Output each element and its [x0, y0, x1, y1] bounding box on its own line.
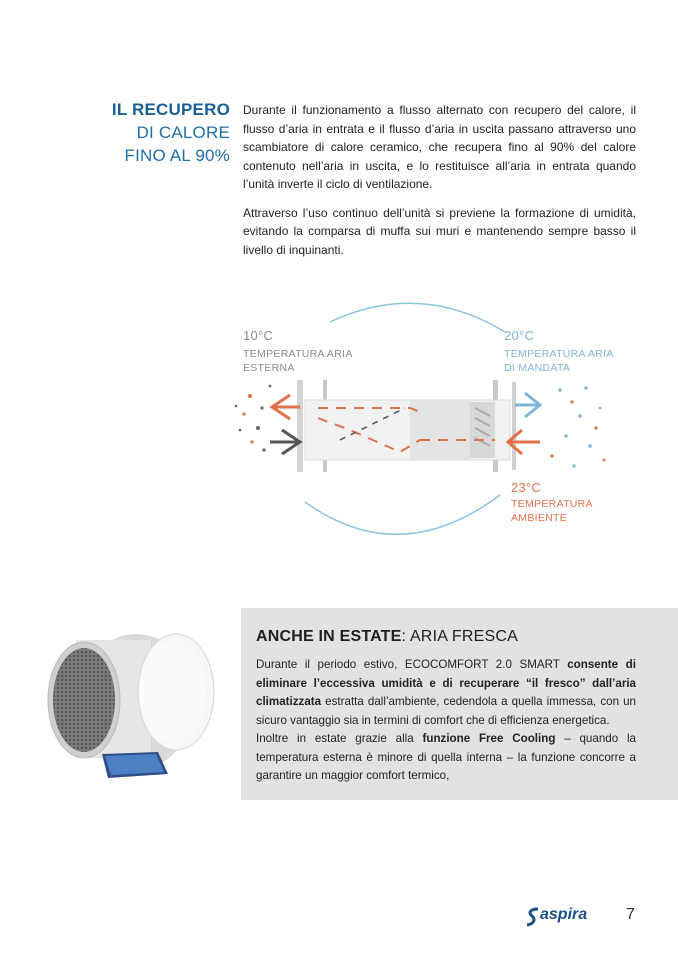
ventilation-unit-illustration [36, 622, 218, 790]
wall-plate-right-2 [512, 382, 516, 470]
heading-line-2: DI CALORE [136, 123, 230, 142]
heading-line-1: IL RECUPERO [111, 100, 230, 119]
aspira-logo [526, 906, 596, 928]
mesh-grille [53, 648, 115, 752]
intro-text [243, 101, 636, 269]
product-image [36, 622, 218, 790]
wall-plate-left [297, 380, 303, 472]
summer-paragraph-2: Inoltre in estate grazie alla funzione Free Cooling – quando la temperatura esterna è minore di quella interna – la funzione concorre a garantire un maggior comfort termico, [256, 732, 636, 782]
supply-label-1: TEMPERATURA ARIA [504, 348, 614, 360]
section-heading [110, 98, 230, 167]
logo-mark-icon [526, 907, 540, 927]
arrow-left-gray [270, 430, 300, 454]
heat-recovery-diagram [0, 290, 678, 540]
summer-paragraph-1: Durante il periodo estivo, ECOCOMFORT 2.0 SMART consente di eliminare l’eccessiva umidità e di recuperare “il fresco” dall’aria climatizzata estratta dall’ambiente, cedendola a quella immessa, con un sicuro vantaggio sia in termini di comfort che di efficienza energetica. [256, 658, 636, 727]
bottom-arc [305, 495, 500, 534]
top-arc [330, 303, 505, 332]
summer-text [256, 656, 636, 786]
fan-unit [470, 402, 495, 458]
arrow-left-orange [272, 395, 300, 419]
summer-title-rest: : ARIA FRESCA [401, 628, 518, 645]
external-temp: 10°C [243, 328, 274, 343]
intro-paragraph-2: Attraverso l’uso continuo dell’unità si previene la formazione di umidità, evitando la comparsa di muffa sui muri e mantenendo sempre basso il livello di inquinanti. [243, 205, 636, 257]
intro-paragraph-1: Durante il funzionamento a flusso alternato con recupero del calore, il flusso d’aria in entrata e il flusso d’aria in uscita passano attraverso uno scambiatore di calore ceramico, che recupera fino al 90% del calore contenuto nell’aria in uscita, e lo restituisce all’aria in entrata quando l’unità inverte il ciclo di ventilazione. [243, 103, 636, 191]
ambient-temp: 23°C [511, 480, 542, 495]
external-label-2: ESTERNA [243, 362, 295, 374]
page-number: 7 [626, 906, 635, 923]
arrow-right-blue [515, 393, 540, 417]
summer-title [256, 628, 518, 646]
ambient-label-1: TEMPERATURA [511, 498, 593, 510]
summer-info-box [241, 608, 678, 800]
summer-title-bold: ANCHE IN ESTATE [256, 628, 402, 645]
external-label-1: TEMPERATURA ARIA [243, 348, 353, 360]
supply-temp: 20°C [504, 328, 535, 343]
logo-text: aspira [540, 906, 588, 923]
ambient-label-2: AMBIENTE [511, 512, 568, 524]
supply-label-2: DI MANDATA [504, 362, 571, 374]
ceramic-core [410, 400, 470, 460]
heading-line-3: FINO AL 90% [124, 146, 230, 165]
